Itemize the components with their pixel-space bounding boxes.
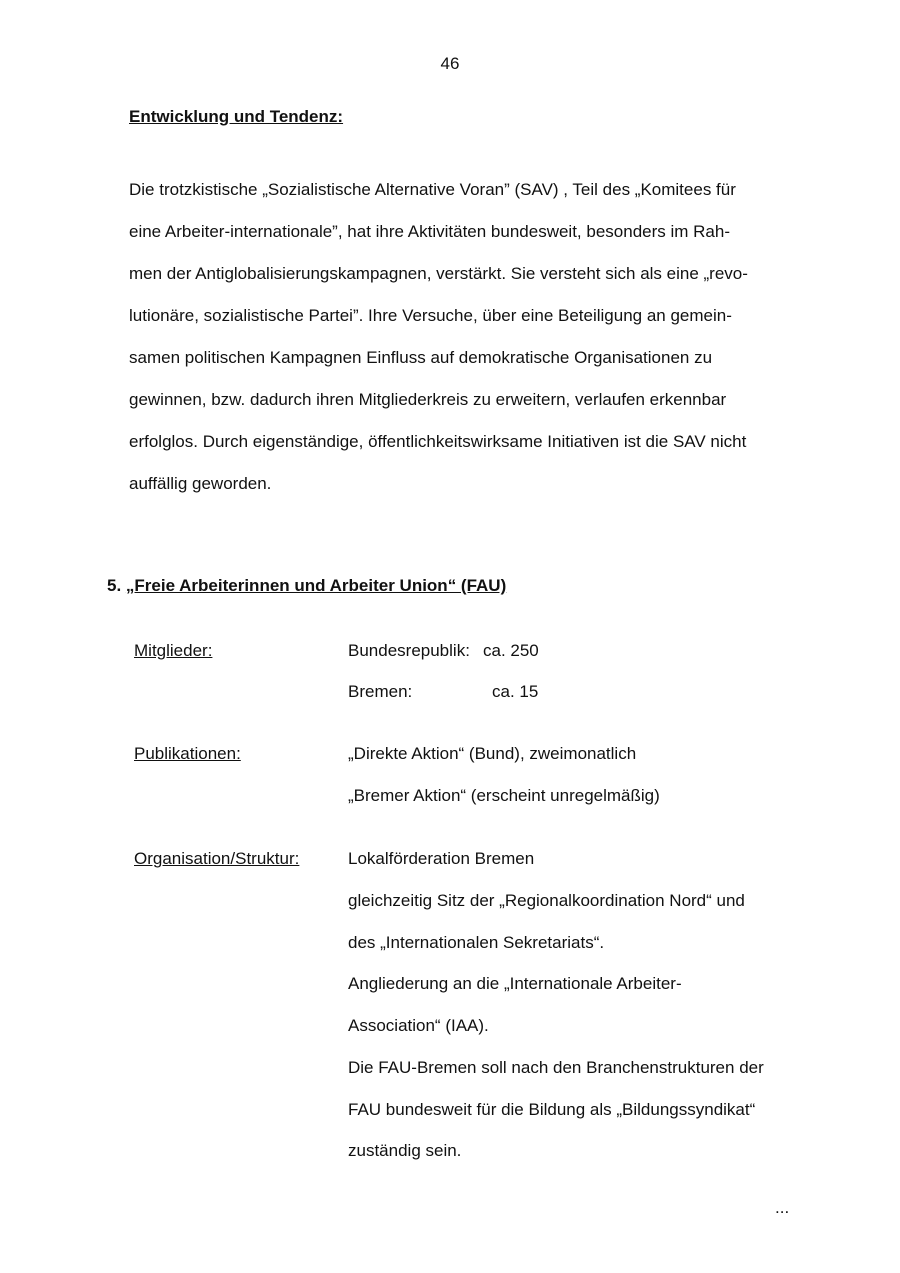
paragraph-line: lutionäre, sozialistische Partei”. Ihre Versuche, über eine Beteiligung an gemein-: [129, 306, 732, 325]
members-federal-label: Bundesrepublik:: [348, 641, 470, 660]
fau-heading: [107, 576, 506, 596]
organisation-line: Angliederung an die „Internationale Arbeiter-: [348, 974, 682, 993]
section-heading: Entwicklung und Tendenz:: [129, 107, 344, 126]
organisation-line: Association“ (IAA).: [348, 1016, 489, 1035]
members-bremen-label: Bremen:: [348, 682, 413, 701]
organisation-line: gleichzeitig Sitz der „Regionalkoordination Nord“ und: [348, 891, 745, 910]
page-number: 46: [440, 54, 460, 73]
paragraph-line: auffällig geworden.: [129, 474, 272, 493]
organisation-line: zuständig sein.: [348, 1141, 462, 1160]
publication-item: „Direkte Aktion“ (Bund), zweimonatlich: [348, 744, 637, 763]
paragraph-line: Die trotzkistische „Sozialistische Alternative Voran” (SAV) , Teil des „Komitees für: [129, 180, 736, 199]
organisation-line: Lokalförderation Bremen: [348, 849, 535, 868]
fau-section-number: 5.: [107, 576, 122, 595]
members-federal-value: ca. 250: [483, 641, 539, 660]
publication-item: „Bremer Aktion“ (erscheint unregelmäßig): [348, 786, 660, 805]
paragraph-line: men der Antiglobalisierungskampagnen, verstärkt. Sie versteht sich als eine „revo-: [129, 264, 748, 283]
publications-label: Publikationen:: [134, 744, 241, 763]
paragraph-line: samen politischen Kampagnen Einfluss auf demokratische Organisationen zu: [129, 348, 713, 367]
fau-section-title: „Freie Arbeiterinnen und Arbeiter Union“ (FAU): [125, 576, 507, 595]
organisation-line: FAU bundesweit für die Bildung als „Bildungssyndikat“: [348, 1100, 756, 1119]
paragraph-line: eine Arbeiter-internationale”, hat ihre Aktivitäten bundesweit, besonders im Rah-: [129, 222, 731, 241]
organisation-label: Organisation/Struktur:: [134, 849, 300, 868]
members-label: Mitglieder:: [134, 641, 213, 660]
paragraph-line: erfolglos. Durch eigenständige, öffentlichkeitswirksame Initiativen ist die SAV nicht: [129, 432, 747, 451]
organisation-line: Die FAU-Bremen soll nach den Branchenstrukturen der: [348, 1058, 764, 1077]
members-bremen-value: ca. 15: [492, 682, 539, 701]
paragraph-line: gewinnen, bzw. dadurch ihren Mitgliederkreis zu erweitern, verlaufen erkennbar: [129, 390, 727, 409]
continuation-marker: ...: [775, 1198, 790, 1217]
organisation-line: des „Internationalen Sekretariats“.: [348, 933, 605, 952]
